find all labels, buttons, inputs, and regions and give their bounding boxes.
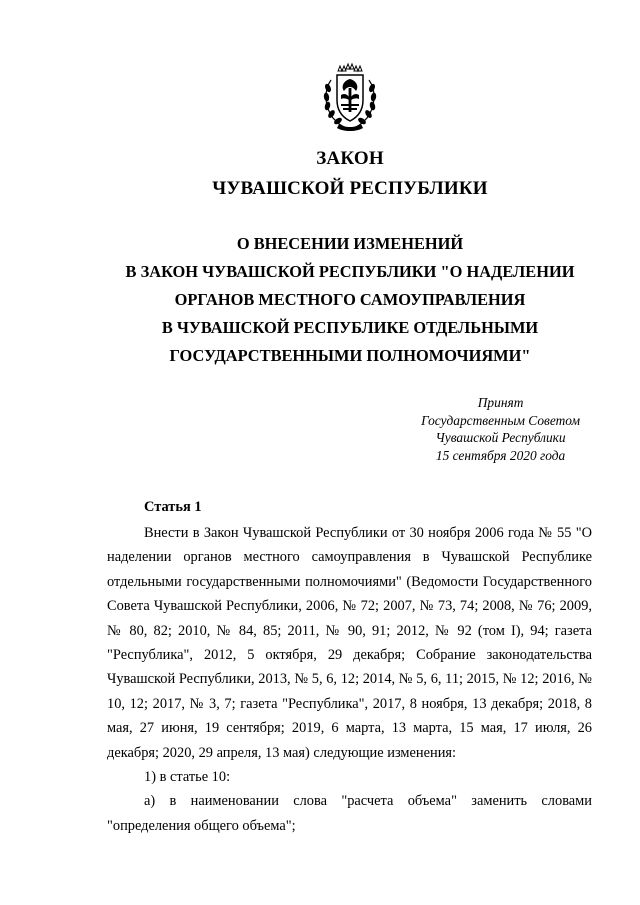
coat-of-arms-icon: [319, 62, 381, 134]
adoption-line: Принят: [477, 395, 524, 410]
subject-line: О ВНЕСЕНИИ ИЗМЕНЕНИЙ: [236, 234, 464, 253]
document-subject: [0, 230, 640, 370]
body-paragraph: а) в наименовании слова "расчета объема" заменить словами "определения общего объема";: [107, 793, 592, 834]
body-paragraph: 1) в статье 10:: [144, 769, 231, 786]
subject-line: ГОСУДАРСТВЕННЫМИ ПОЛНОМОЧИЯМИ": [169, 346, 531, 365]
subject-line: ОРГАНОВ МЕСТНОГО САМОУПРАВЛЕНИЯ: [174, 290, 526, 309]
adoption-note: [421, 394, 580, 464]
adoption-date: 15 сентября 2020 года: [435, 447, 566, 463]
adoption-line: Чувашской Республики: [435, 430, 566, 445]
body-paragraph: Внести в Закон Чувашской Республики от 30 ноября 2006 года № 55 "О наделении органов местного самоуправления в Чувашской Республике отдельными государственными полномочиями" (Ведомости Государственного Совета Чувашской Республики, 2006, № 72; 2007, № 73, 74; 2008, № 76; 2009, № 80, 82; 2010, № 84, 85; 2011, № 90, 91; 2012, № 92 (том I), 94; газета "Республика", 2012, 5 октября, 29 декабря; Собрание законодательства Чувашской Республики, 2013, № 5, 6, 12; 2014, № 5, 6, 11; 2015, № 12; 2016, № 10, 12; 2017, № 3, 7; газета "Республика", 2017, 8 ноября, 13 декабря; 2018, 8 мая, 27 июня, 19 сентября; 2019, 6 марта, 13 марта, 15 мая, 17 июля, 26 декабря; 2020, 29 апреля, 13 мая) следующие изменения:: [107, 525, 592, 761]
document-title-region: ЧУВАШСКОЙ РЕСПУБЛИКИ: [212, 178, 488, 199]
subject-line: В ЗАКОН ЧУВАШСКОЙ РЕСПУБЛИКИ "О НАДЕЛЕНИИ: [125, 262, 575, 281]
article-heading: Статья 1: [144, 499, 202, 515]
subject-line: В ЧУВАШСКОЙ РЕСПУБЛИКЕ ОТДЕЛЬНЫМИ: [161, 318, 539, 337]
document-title: ЗАКОН: [316, 148, 384, 169]
adoption-line: Государственным Советом: [421, 412, 580, 428]
article-body: [107, 521, 592, 838]
